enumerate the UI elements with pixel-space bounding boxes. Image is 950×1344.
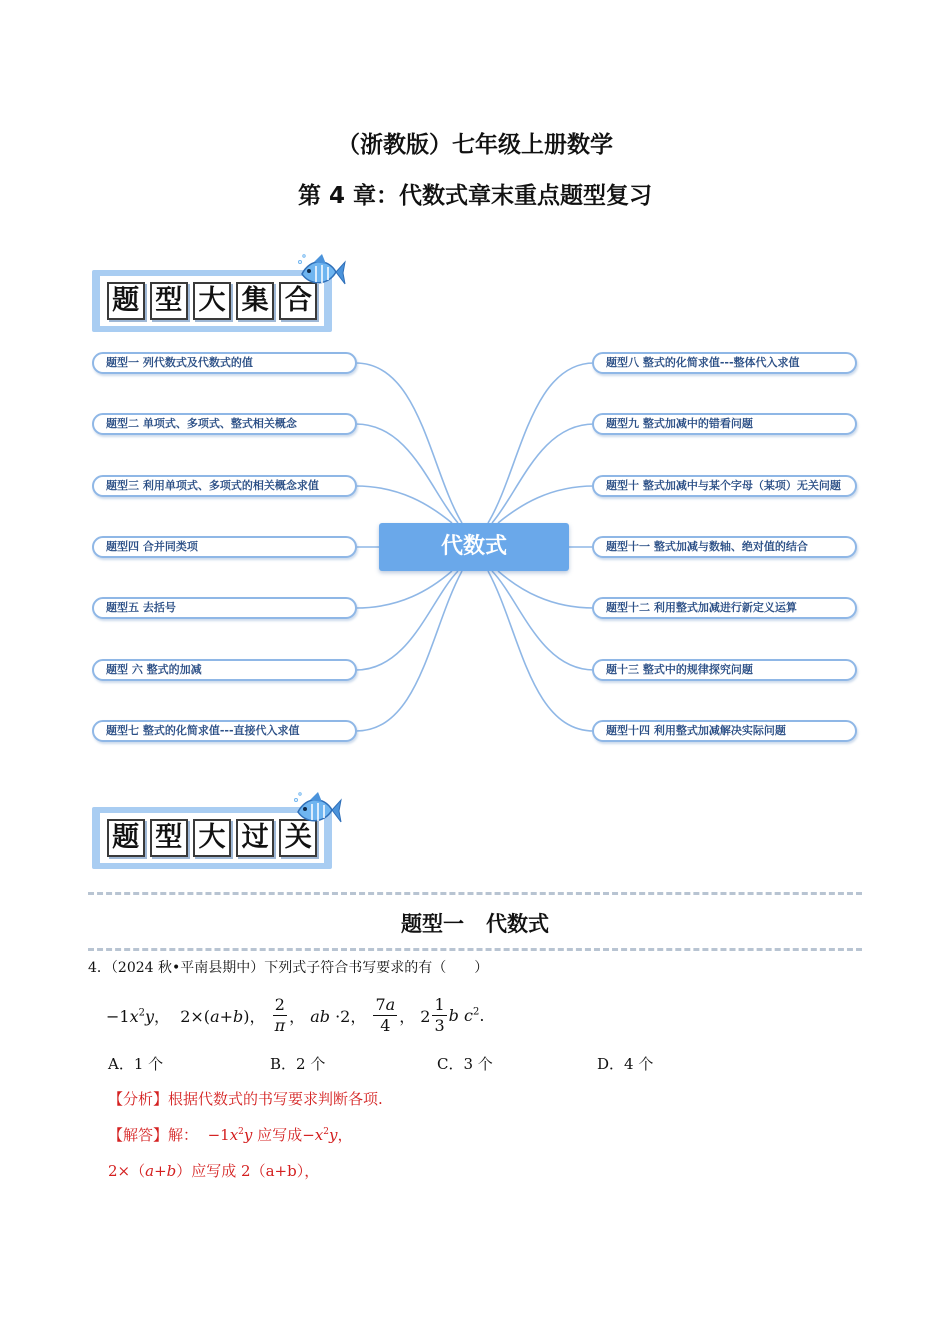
- mindmap-topic-3: 题型三 利用单项式、多项式的相关概念求值: [92, 475, 357, 497]
- mindmap-topic-7: 题型七 整式的化简求值---直接代入求值: [92, 720, 357, 742]
- question-number: 4．: [88, 960, 111, 976]
- section-divider-bottom: [88, 948, 862, 951]
- banner-char: 大: [193, 819, 231, 857]
- mindmap-center: 代数式: [379, 523, 569, 571]
- analysis-line: [108, 1088, 383, 1109]
- section-title: [0, 908, 950, 938]
- solution-line-1: 【解答】解： $-1x^2y$ 应写成$-x^2y$，: [108, 1126, 353, 1144]
- mindmap-topic-4: 题型四 合并同类项: [92, 536, 357, 558]
- chapter-title: 第 4 章：代数式章末重点题型复习: [297, 183, 653, 209]
- option-d: D．4 个: [597, 1055, 654, 1073]
- banner-char: 型: [150, 282, 188, 320]
- document-title: （浙教版）七年级上册数学: [337, 132, 613, 158]
- section-name: 代数式: [486, 912, 549, 936]
- mindmap-topic-1: 题型一 列代数式及代数式的值: [92, 352, 357, 374]
- question-source: （2024 秋•平南县期中）下列式子符合书写要求的有（ ）: [110, 960, 489, 976]
- solution-line2: 应写成 2（a+b），: [191, 1162, 320, 1180]
- mindmap-topic-2: 题型二 单项式、多项式、整式相关概念: [92, 413, 357, 435]
- analysis-text: 根据代数式的书写要求判断各项.: [168, 1090, 383, 1108]
- mindmap-topic-14: 题型十四 利用整式加减解决实际问题: [592, 720, 857, 742]
- mindmap-topic-12: 题型十二 利用整式加减进行新定义运算: [592, 597, 857, 619]
- mindmap-topic-10: 题型十 整式加减中与某个字母（某项）无关问题: [592, 475, 857, 497]
- banner-char: 型: [150, 819, 188, 857]
- fish-icon: [292, 790, 342, 832]
- section-label: 题型一: [401, 912, 464, 936]
- mindmap-topic-9: 题型九 整式加减中的错看问题: [592, 413, 857, 435]
- mindmap-topic-5: 题型五 去括号: [92, 597, 357, 619]
- option-a: A．1 个: [108, 1055, 164, 1073]
- banner-char: 过: [236, 819, 274, 857]
- option-b: B．2 个: [270, 1055, 326, 1073]
- analysis-tag: 【分析】: [108, 1090, 169, 1108]
- solution-line1-rest: 应写成: [257, 1126, 303, 1144]
- question-stem: [88, 957, 488, 977]
- mindmap-topic-8: 题型八 整式的化简求值---整体代入求值: [592, 352, 857, 374]
- banner-char: 题: [107, 282, 145, 320]
- question-formula: $-1x^2y$， 2×(a+b)， $\frac{2}{\pi}$ ， ab ·2， $\frac{7a}{4}$ ， 2 $\frac{1}{3}$ b $c^2$.: [106, 994, 485, 1035]
- mindmap-topic-11: 题型十一 整式加减与数轴、绝对值的结合: [592, 536, 857, 558]
- banner-char: 集: [236, 282, 274, 320]
- solution-line-2: 2×（a+b）应写成 2（a+b），: [108, 1162, 320, 1180]
- mindmap-topic-13: 题十三 整式中的规律探究问题: [592, 659, 857, 681]
- section-divider-top: [88, 892, 862, 895]
- solution-tag: 【解答】: [108, 1126, 169, 1144]
- solution-prefix: 解：: [168, 1126, 199, 1144]
- mindmap-topic-6: 题型 六 整式的加减: [92, 659, 357, 681]
- banner-char: 合: [279, 282, 317, 320]
- option-c: C．3 个: [437, 1055, 493, 1073]
- banner-char: 大: [193, 282, 231, 320]
- banner-char: 题: [107, 819, 145, 857]
- banner-char: 关: [279, 819, 317, 857]
